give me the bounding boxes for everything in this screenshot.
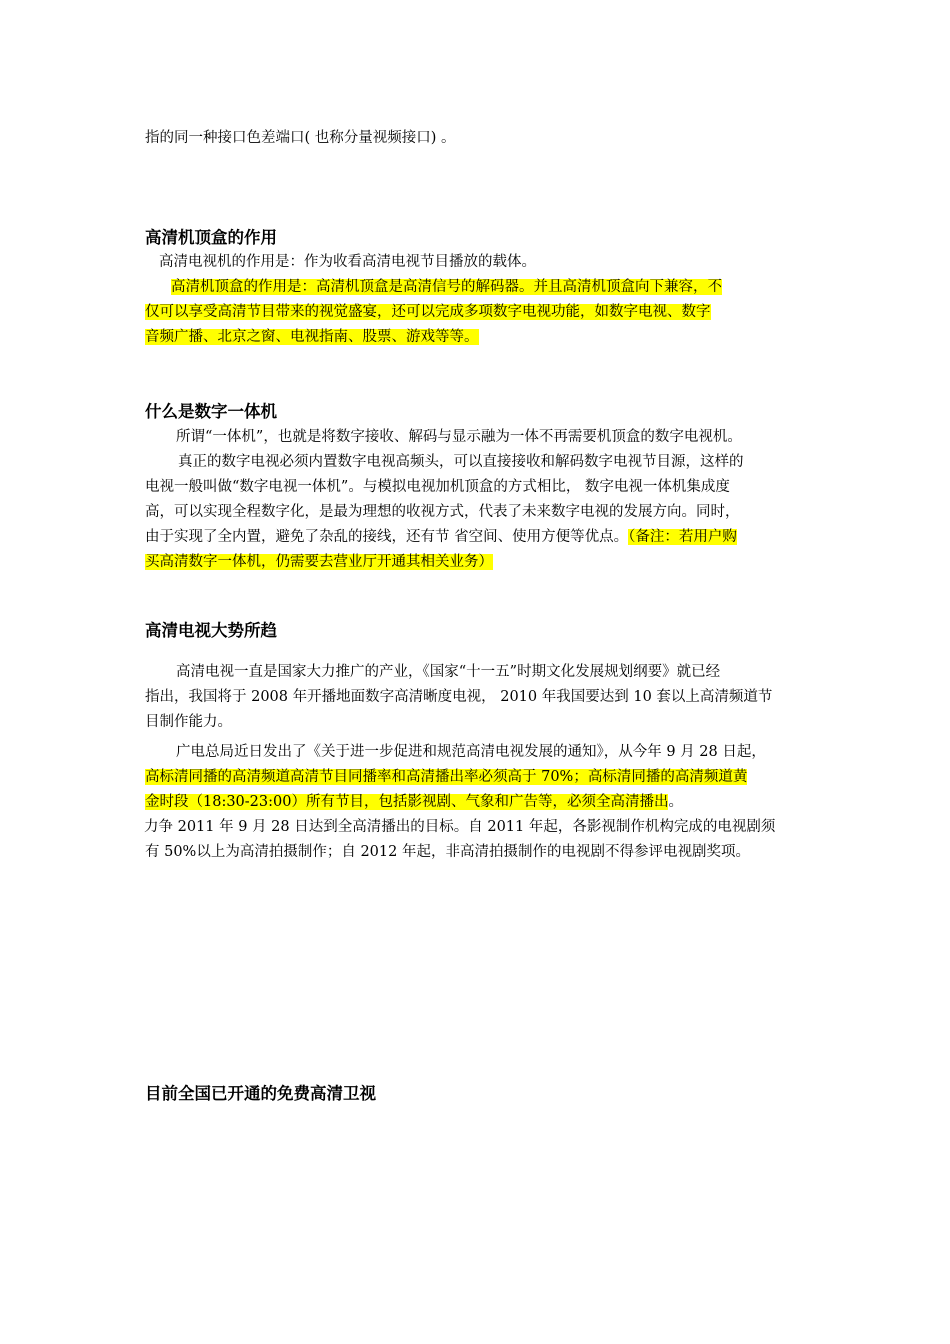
paragraph-hd-trend-line1: 高清电视一直是国家大力推广的产业，《国家“十一五”时期文化发展规划纲要》就已经 [176,664,721,680]
paragraph-text: 由于实现了全内置，避免了杂乱的接线，还有节 省空间、使用方便等优点。 [145,529,629,545]
highlight: 仅可以享受高清节目带来的视觉盛宴，还可以完成多项数字电视功能，如数字电视、数字 [145,304,711,320]
paragraph-notice-line2 [145,765,810,790]
paragraph-all-in-one-line3: 高，可以实现全程数字化，是最为理想的收视方式，代表了未来数字电视的发展方向。同时， [145,504,740,520]
section-heading-hd-trend: 高清电视大势所趋 [145,621,277,640]
paragraph-all-in-one-line2: 电视一般叫做“数字电视一体机”。与模拟电视加机顶盒的方式相比， 数字电视一体机集成度 [145,479,730,495]
paragraph-text: 。 [668,794,683,810]
intro-line: 指的同一种接口色差端口( 也称分量视频接口) 。 [145,130,456,146]
paragraph-all-in-one-line4 [145,525,810,550]
paragraph-notice-line4: 力争 2011 年 9 月 28 日达到全高清播出的目标。自 2011 年起，各影视制作机构完成的电视剧须 [144,819,776,835]
note-highlight: 买高清数字一体机，仍需要去营业厅开通其相关业务） [145,554,493,570]
section-heading-digital-all-in-one: 什么是数字一体机 [145,402,277,421]
highlight: 高清机顶盒的作用是：高清机顶盒是高清信号的解码器。并且高清机顶盒向下兼容，不 [171,279,722,295]
paragraph-hd-trend-line2: 指出，我国将于 2008 年开播地面数字高清晰度电视， 2010 年我国要达到 10 套以上高清频道节 [145,689,773,705]
section-heading-settop-box: 高清机顶盒的作用 [145,228,277,247]
highlight: 高标清同播的高清频道高清节目同播率和高清播出率必须高于 70%；高标清同播的高清频道黄 [145,769,748,785]
paragraph-all-in-one-line1: 真正的数字电视必须内置数字电视高频头，可以直接接收和解码数字电视节目源，这样的 [178,454,744,470]
paragraph-settop-role-line3 [145,325,810,350]
highlight: 音频广播、北京之窗、电视指南、股票、游戏等等。 [145,329,479,345]
paragraph-settop-role-line2 [145,300,810,325]
paragraph-hd-trend-line3: 目制作能力。 [145,714,232,730]
note-highlight: （备注：若用户购 [628,529,737,545]
paragraph-tv-role: 高清电视机的作用是：作为收看高清电视节目播放的载体。 [159,254,536,270]
paragraph-all-in-one-definition: 所谓“一体机”，也就是将数字接收、解码与显示融为一体不再需要机顶盒的数字电视机。 [176,429,742,445]
paragraph-notice-line3 [145,790,810,815]
section-heading-free-hd-channels: 目前全国已开通的免费高清卫视 [145,1084,376,1103]
paragraph-notice-line5: 有 50%以上为高清拍摄制作；自 2012 年起，非高清拍摄制作的电视剧不得参评电视剧奖项。 [145,844,750,860]
highlight: 金时段（18:30-23:00）所有节目，包括影视剧、气象和广告等，必须全高清播出 [145,794,669,810]
paragraph-notice-line1: 广电总局近日发出了《关于进一步促进和规范高清电视发展的通知》，从今年 9 月 28 日起， [176,744,766,760]
paragraph-all-in-one-line5 [145,550,810,575]
paragraph-settop-role-line1 [171,275,807,300]
